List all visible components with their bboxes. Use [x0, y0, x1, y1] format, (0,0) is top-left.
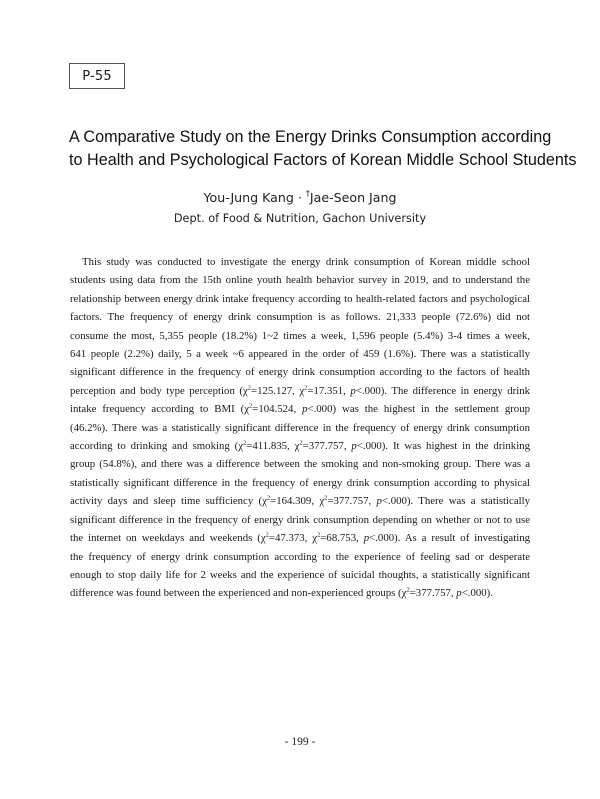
- paper-title: [69, 126, 577, 172]
- abstract-line: consume the most, 5,355 people (18.2%) 1~2 times a week, 1,596 people (5.4%) 3-4 times a week,: [70, 329, 530, 342]
- author-name: You-Jung Kang: [203, 190, 294, 206]
- abstract-line: according to drinking and smoking ($\chi^2=411.835$, $\chi^2=377.757$, p<.000). It was highest in the drinking: [70, 439, 530, 453]
- affiliation: Dept. of Food & Nutrition, Gachon University: [173, 212, 427, 225]
- abstract-line: 641 people (2.2%) daily, 5 a week ~6 appeared in the order of 459 (1.6%). There was a statistically: [70, 348, 530, 361]
- abstract-line: significant difference in the frequency of energy drink consumption according to the factors of health: [70, 366, 530, 379]
- author-name: Jae-Seon Jang: [309, 190, 397, 206]
- abstract-line: activity days and sleep time sufficiency ($\chi^2=164.309$, $\chi^2=377.757$, p<.000). There was a statistically: [70, 494, 531, 508]
- abstract-line: the internet on weekdays and weekends ($\chi^2=47.373$, $\chi^2=68.753$, p<.000). As a result of investigating: [70, 531, 530, 545]
- corresponding-author-marker: †: [305, 189, 310, 198]
- abstract-line: group (54.8%), and there was a difference between the smoking and non-smoking group. There was a: [70, 458, 530, 471]
- abstract-line: difference was found between the experienced and non-experienced groups ($\chi^2=377.757$, p<.000).: [70, 586, 493, 600]
- poster-code: P-55: [82, 68, 112, 84]
- abstract-line: relationship between energy drink intake frequency according to health-related factors and psychological: [70, 292, 530, 305]
- abstract-line: factors. The frequency of energy drink consumption is as follows. 21,333 people (72.6%) did not: [70, 311, 530, 324]
- title-line-2: to Health and Psychological Factors of Korean Middle School Students: [69, 151, 577, 169]
- abstract-body: [70, 253, 530, 603]
- poster-code-box: [69, 63, 125, 89]
- abstract-line: (46.2%). There was a statistically significant difference in the frequency of energy drink consumption: [70, 421, 530, 434]
- abstract-line: perception and body type perception ($\chi^2=125.127$, $\chi^2=17.351$, p<.000). The difference in energy drink: [70, 384, 531, 397]
- abstract-line: students using data from the 15th online youth health behavior survey in 2019, and to understand the: [70, 274, 530, 287]
- abstract-line: enough to stop daily life for 2 weeks and the experience of suicidal thoughts, a statistically significant: [70, 568, 530, 581]
- title-line-1: A Comparative Study on the Energy Drinks Consumption according: [69, 128, 552, 146]
- abstract-line: intake frequency according to BMI ($\chi^2=104.524$, p<.000) was the highest in the settlement group: [70, 402, 531, 416]
- author-line: [0, 190, 600, 205]
- abstract-line: statistically significant difference in the frequency of energy drink consumption according to physical: [70, 476, 530, 489]
- abstract-line: significant difference in the frequency of energy drink consumption depending on whether or not to use: [70, 513, 530, 526]
- page-number: - 199 -: [284, 736, 316, 748]
- abstract-line: This study was conducted to investigate the energy drink consumption of Korean middle school: [82, 256, 530, 268]
- author-separator: ·: [297, 190, 302, 206]
- abstract-line: the frequency of energy drink consumption according to the experience of feeling sad or desperate: [70, 550, 530, 563]
